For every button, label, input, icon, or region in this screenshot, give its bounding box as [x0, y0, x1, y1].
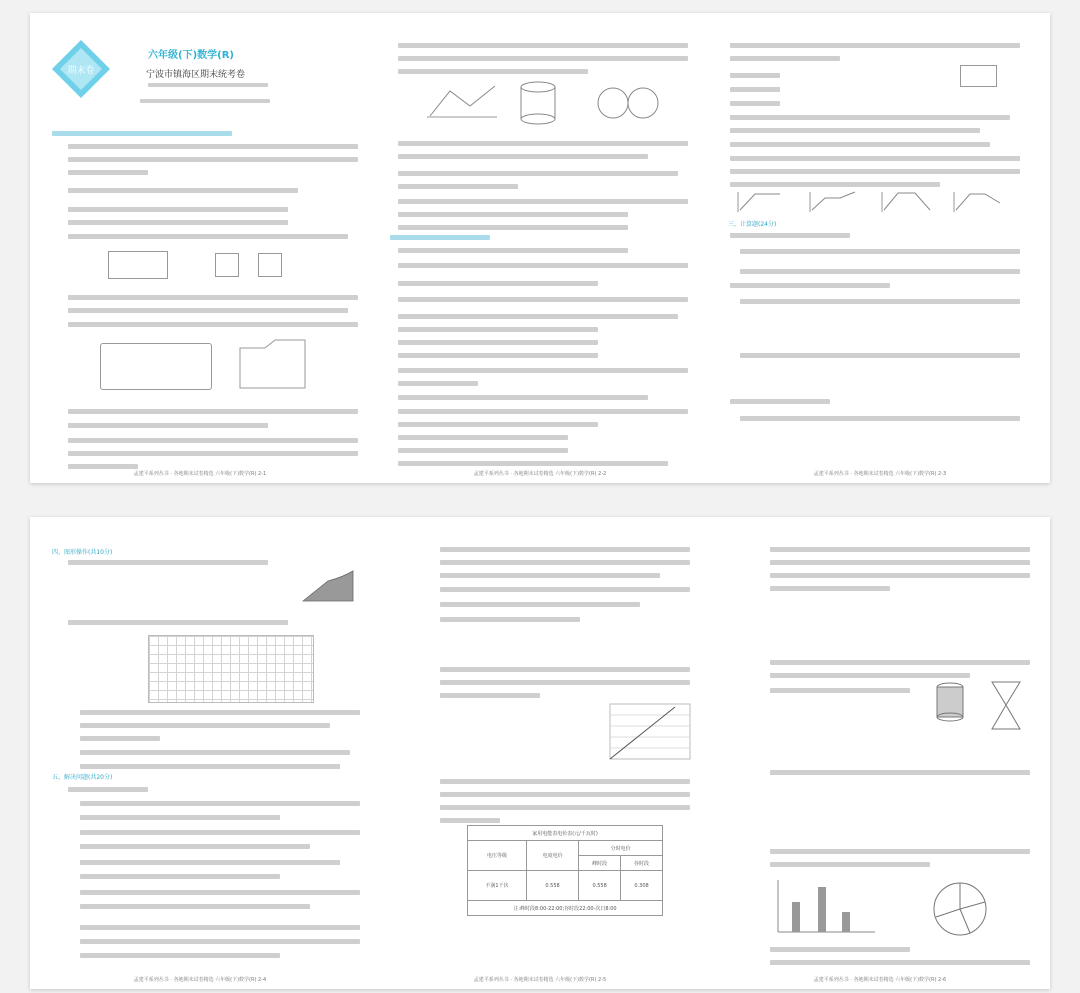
text-line	[770, 586, 890, 591]
text-line	[770, 560, 1030, 565]
text-line	[398, 395, 648, 400]
text-line	[80, 860, 340, 865]
section-1-heading	[52, 131, 232, 136]
table-cell: 0.308	[621, 871, 663, 901]
text-line	[68, 308, 348, 313]
text-line	[398, 184, 518, 189]
text-line	[398, 297, 688, 302]
text-line	[730, 182, 940, 187]
text-line	[730, 128, 980, 133]
text-line	[68, 220, 288, 225]
page-footer: 孟建平系列丛书 · 各地期末试卷精选 六年级(下)数学(R) 2-5	[473, 977, 607, 983]
page-2-1	[30, 13, 370, 483]
exam-title: 六年级(下)数学(R)	[148, 50, 234, 61]
text-line	[80, 801, 360, 806]
bar-chart-figure	[770, 872, 880, 942]
text-line	[440, 792, 690, 797]
text-line	[440, 547, 690, 552]
page-footer: 孟建平系列丛书 · 各地期末试卷精选 六年级(下)数学(R) 2-2	[473, 471, 607, 477]
table-note: 注:峰时段8:00-22:00;谷时段22:00-次日8:00	[468, 901, 663, 916]
text-line	[730, 156, 1020, 161]
text-line	[398, 154, 648, 159]
text-line	[68, 787, 148, 792]
shaded-shape-figure	[298, 569, 363, 604]
text-line	[80, 736, 160, 741]
page-footer: 孟建平系列丛书 · 各地期末试卷精选 六年级(下)数学(R) 2-3	[813, 471, 947, 477]
cylinder-hourglass-figure	[930, 677, 1025, 737]
text-line	[398, 199, 688, 204]
logo-text: 期末卷	[67, 66, 95, 76]
exam-sheet-top	[30, 13, 1050, 483]
text-line	[440, 602, 640, 607]
text-line	[398, 327, 598, 332]
logo-icon	[50, 38, 112, 100]
name-line	[140, 99, 270, 103]
text-line	[730, 115, 1010, 120]
text-line	[740, 269, 1020, 274]
line-chart-figure	[600, 702, 695, 764]
text-line	[440, 667, 690, 672]
text-line	[68, 170, 148, 175]
page-footer: 孟建平系列丛书 · 各地期末试卷精选 六年级(下)数学(R) 2-6	[813, 977, 947, 983]
text-line	[770, 947, 910, 952]
text-line	[740, 249, 1020, 254]
text-line	[398, 225, 628, 230]
text-line	[398, 69, 588, 74]
text-line	[80, 750, 350, 755]
text-line	[80, 890, 360, 895]
rectangle-figure	[960, 65, 997, 87]
exam-sheet-bottom	[30, 517, 1050, 989]
text-line	[740, 416, 1020, 421]
text-line	[398, 461, 668, 466]
grid-figure	[148, 635, 314, 703]
cylinder-figure	[518, 81, 558, 126]
text-line	[440, 680, 690, 685]
table-header: 电度电价	[526, 841, 578, 871]
table-header: 分时电价	[579, 841, 663, 856]
text-line	[398, 435, 568, 440]
page-2-6	[710, 517, 1050, 989]
cube-figure	[258, 253, 282, 277]
text-line	[398, 248, 628, 253]
text-line	[770, 688, 910, 693]
table-cell: 0.558	[526, 871, 578, 901]
text-line	[68, 207, 288, 212]
page-2-3	[710, 13, 1050, 483]
text-line	[730, 101, 780, 106]
pie-chart-figure	[925, 877, 995, 942]
text-line	[398, 381, 478, 386]
text-line	[80, 844, 310, 849]
text-line	[80, 874, 280, 879]
text-line	[68, 157, 358, 162]
text-line	[398, 368, 688, 373]
text-line	[440, 587, 690, 592]
text-line	[68, 560, 268, 565]
text-line	[730, 399, 830, 404]
section-2-heading	[390, 235, 490, 240]
text-line	[68, 322, 358, 327]
page-2-5	[370, 517, 710, 989]
text-line	[80, 939, 360, 944]
electricity-price-table	[467, 825, 663, 916]
text-line	[68, 423, 268, 428]
table-cell: 不满1千伏	[468, 871, 527, 901]
text-line	[68, 620, 288, 625]
text-line	[398, 340, 598, 345]
section-apply-heading: 五、解决问题(共20分)	[52, 774, 113, 781]
text-line	[398, 171, 678, 176]
text-line	[440, 693, 540, 698]
text-line	[770, 770, 1030, 775]
text-line	[68, 451, 358, 456]
rule-box	[100, 343, 212, 390]
figure-box	[108, 251, 168, 279]
text-line	[80, 904, 310, 909]
text-line	[398, 314, 678, 319]
circles-figure	[595, 85, 665, 125]
text-line	[740, 353, 1020, 358]
text-line	[398, 43, 688, 48]
text-line	[730, 233, 850, 238]
text-line	[80, 710, 360, 715]
text-line	[440, 805, 690, 810]
page-footer: 孟建平系列丛书 · 各地期末试卷精选 六年级(下)数学(R) 2-1	[133, 471, 267, 477]
text-line	[730, 142, 990, 147]
text-line	[440, 818, 500, 823]
table-header: 电压等级	[468, 841, 527, 871]
text-line	[730, 56, 840, 61]
text-line	[398, 422, 598, 427]
section-graph-heading: 四、图形操作(共10分)	[52, 549, 113, 556]
text-line	[80, 925, 360, 930]
page-2-2	[370, 13, 710, 483]
text-line	[68, 188, 298, 193]
text-line	[80, 764, 340, 769]
text-line	[398, 141, 688, 146]
text-line	[440, 617, 580, 622]
text-line	[68, 295, 358, 300]
exam-meta-line	[148, 83, 268, 87]
text-line	[398, 409, 688, 414]
text-line	[730, 73, 780, 78]
text-line	[770, 660, 1030, 665]
page-footer: 孟建平系列丛书 · 各地期末试卷精选 六年级(下)数学(R) 2-4	[133, 977, 267, 983]
text-line	[398, 56, 688, 61]
table-cell: 0.558	[579, 871, 621, 901]
text-line	[68, 464, 138, 469]
text-line	[770, 960, 1030, 965]
text-line	[770, 862, 930, 867]
text-line	[80, 830, 360, 835]
text-line	[80, 953, 280, 958]
text-line	[730, 87, 780, 92]
text-line	[440, 779, 690, 784]
text-line	[80, 723, 330, 728]
text-line	[730, 169, 1020, 174]
graph-options-figure	[730, 188, 1030, 216]
text-line	[398, 263, 688, 268]
exam-subtitle: 宁波市镇海区期末统考卷	[146, 70, 246, 80]
text-line	[398, 353, 598, 358]
section-calc-heading: 三、计算题(24分)	[728, 221, 777, 228]
text-line	[398, 281, 598, 286]
shape-figure	[235, 338, 315, 393]
line-graph-figure	[425, 81, 500, 121]
text-line	[80, 815, 280, 820]
text-line	[440, 560, 690, 565]
text-line	[68, 144, 358, 149]
table-header: 峰时段	[579, 856, 621, 871]
text-line	[68, 234, 348, 239]
text-line	[398, 448, 568, 453]
text-line	[770, 573, 1030, 578]
page-2-4	[30, 517, 370, 989]
text-line	[740, 299, 1020, 304]
text-line	[68, 409, 358, 414]
text-line	[730, 283, 890, 288]
table-title: 家用电能表电价表(元/千瓦时)	[468, 826, 663, 841]
text-line	[398, 212, 628, 217]
text-line	[730, 43, 1020, 48]
text-line	[770, 547, 1030, 552]
cube-figure	[215, 253, 239, 277]
text-line	[68, 438, 358, 443]
table-header: 谷时段	[621, 856, 663, 871]
text-line	[440, 573, 660, 578]
text-line	[770, 849, 1030, 854]
